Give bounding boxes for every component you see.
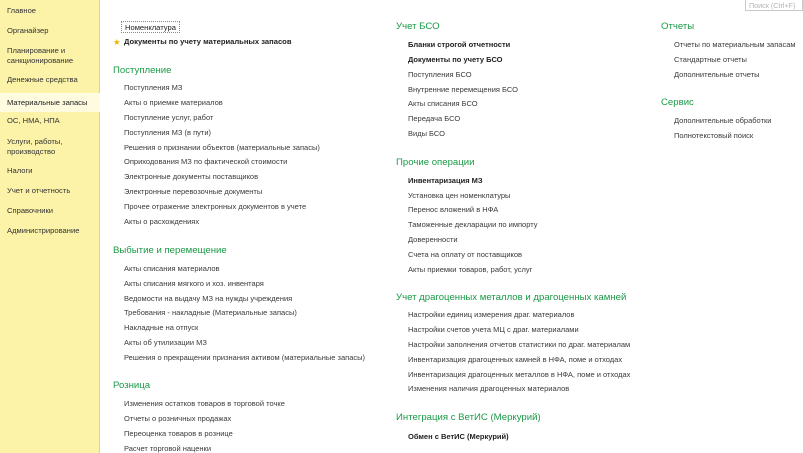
link-writeoff-materials[interactable]: Акты списания материалов <box>124 264 220 273</box>
link-vetis-exchange[interactable]: Обмен с ВетИС (Меркурий) <box>408 432 509 441</box>
link-derecognition-decisions[interactable]: Решения о прекращении признания активом (материальные запасы) <box>124 353 366 362</box>
sidebar-item-taxes[interactable]: Налоги <box>7 166 33 175</box>
sidebar-item-services[interactable]: Услуги, работы, производство <box>7 137 63 156</box>
link-precious-metals-inventory[interactable]: Инвентаризация драгоценных металлов в НФА, поме и отходах <box>408 370 631 379</box>
section-other-ops-heading: Прочие операции <box>396 157 475 168</box>
section-disposal-heading: Выбытие и перемещение <box>113 245 227 256</box>
favorite-documents-link[interactable]: Документы по учету материальных запасов <box>124 37 292 46</box>
link-precious-stones-inventory[interactable]: Инвентаризация драгоценных камней в НФА, поме и отходах <box>408 355 623 364</box>
nomenclature-link[interactable]: Номенклатура <box>121 21 180 33</box>
sidebar-item-material-stocks[interactable]: Материальные запасы <box>0 93 100 112</box>
sidebar-item-cash[interactable]: Денежные средства <box>7 75 78 84</box>
section-reports-heading: Отчеты <box>661 21 695 32</box>
link-release-invoices[interactable]: Накладные на отпуск <box>124 323 199 332</box>
sidebar-item-accounting[interactable]: Учет и отчетность <box>7 186 71 195</box>
link-strict-forms[interactable]: Бланки строгой отчетности <box>408 40 511 49</box>
link-powers-of-attorney[interactable]: Доверенности <box>408 235 458 244</box>
link-recognition-decisions[interactable]: Решения о признании объектов (материальные запасы) <box>124 143 320 152</box>
link-supplier-edocs[interactable]: Электронные документы поставщиков <box>124 172 259 181</box>
link-retail-sales-reports[interactable]: Отчеты о розничных продажах <box>124 414 232 423</box>
sidebar-item-directories[interactable]: Справочники <box>7 206 54 215</box>
link-bso-documents[interactable]: Документы по учету БСО <box>408 55 503 64</box>
link-other-edocs[interactable]: Прочее отражение электронных документов в учете <box>124 202 307 211</box>
link-inventory-mz[interactable]: Инвентаризация МЗ <box>408 176 483 185</box>
link-trade-markup[interactable]: Расчет торговой наценки <box>124 444 212 453</box>
link-precious-changes[interactable]: Изменения наличия драгоценных материалов <box>408 384 570 393</box>
link-bso-handover[interactable]: Передача БСО <box>408 114 461 123</box>
link-goods-acceptance-acts[interactable]: Акты приемки товаров, работ, услуг <box>408 265 533 274</box>
link-bso-types[interactable]: Виды БСО <box>408 129 445 138</box>
link-utilization-acts[interactable]: Акты об утилизации МЗ <box>124 338 207 347</box>
favorite-star-icon[interactable]: ★ <box>113 37 121 47</box>
link-acceptance-acts[interactable]: Акты о приемке материалов <box>124 98 223 107</box>
link-services-receipt[interactable]: Поступление услуг, работ <box>124 113 214 122</box>
sidebar-item-planning[interactable]: Планирование и санкционирование <box>7 46 74 65</box>
link-precious-units[interactable]: Настройки единиц измерения драг. материалов <box>408 310 575 319</box>
link-standard-reports[interactable]: Стандартные отчеты <box>674 55 747 64</box>
link-actual-cost-receipts[interactable]: Оприходования МЗ по фактической стоимости <box>124 157 288 166</box>
sidebar-item-main[interactable]: Главное <box>7 6 37 15</box>
link-bso-transfers[interactable]: Внутренние перемещения БСО <box>408 85 518 94</box>
sidebar-item-fixed-assets[interactable]: ОС, НМА, НПА <box>7 116 60 125</box>
link-fulltext-search[interactable]: Полнотекстовый поиск <box>674 131 754 140</box>
link-material-reports[interactable]: Отчеты по материальным запасам <box>674 40 796 49</box>
link-stock-changes[interactable]: Изменения остатков товаров в торговой точке <box>124 399 285 408</box>
sidebar <box>0 0 100 453</box>
link-bso-writeoff[interactable]: Акты списания БСО <box>408 99 478 108</box>
link-customs-declarations[interactable]: Таможенные декларации по импорту <box>408 220 538 229</box>
link-receipts-transit[interactable]: Поступления МЗ (в пути) <box>124 128 212 137</box>
link-precious-reports-settings[interactable]: Настройки заполнения отчетов статистики по драг. материалам <box>408 340 631 349</box>
link-writeoff-inventory[interactable]: Акты списания мягкого и хоз. инвентаря <box>124 279 264 288</box>
link-issue-statements[interactable]: Ведомости на выдачу МЗ на нужды учреждения <box>124 294 293 303</box>
section-bso-heading: Учет БСО <box>396 21 440 32</box>
section-vetis-heading: Интеграция с ВетИС (Меркурий) <box>396 412 541 423</box>
sidebar-item-administration[interactable]: Администрирование <box>7 226 80 235</box>
link-set-prices[interactable]: Установка цен номенклатуры <box>408 191 511 200</box>
link-receipts-mz[interactable]: Поступления МЗ <box>124 83 183 92</box>
link-supplier-invoices[interactable]: Счета на оплату от поставщиков <box>408 250 523 259</box>
link-transport-edocs[interactable]: Электронные перевозочные документы <box>124 187 263 196</box>
link-additional-reports[interactable]: Дополнительные отчеты <box>674 70 760 79</box>
search-input[interactable] <box>745 0 803 11</box>
link-discrepancy-acts[interactable]: Акты о расхождениях <box>124 217 200 226</box>
section-service-heading: Сервис <box>661 97 694 108</box>
sidebar-item-organizer[interactable]: Органайзер <box>7 26 49 35</box>
section-precious-heading: Учет драгоценных металлов и драгоценных камней <box>396 292 627 303</box>
link-requisition-invoices[interactable]: Требования - накладные (Материальные запасы) <box>124 308 297 317</box>
link-precious-accounts[interactable]: Настройки счетов учета МЦ с драг. материалами <box>408 325 579 334</box>
link-additional-processing[interactable]: Дополнительные обработки <box>674 116 772 125</box>
link-retail-revaluation[interactable]: Переоценка товаров в рознице <box>124 429 233 438</box>
section-retail-heading: Розница <box>113 380 151 391</box>
link-transfer-investments[interactable]: Перенос вложений в НФА <box>408 205 499 214</box>
link-bso-receipts[interactable]: Поступления БСО <box>408 70 472 79</box>
section-receipt-heading: Поступление <box>113 65 172 76</box>
